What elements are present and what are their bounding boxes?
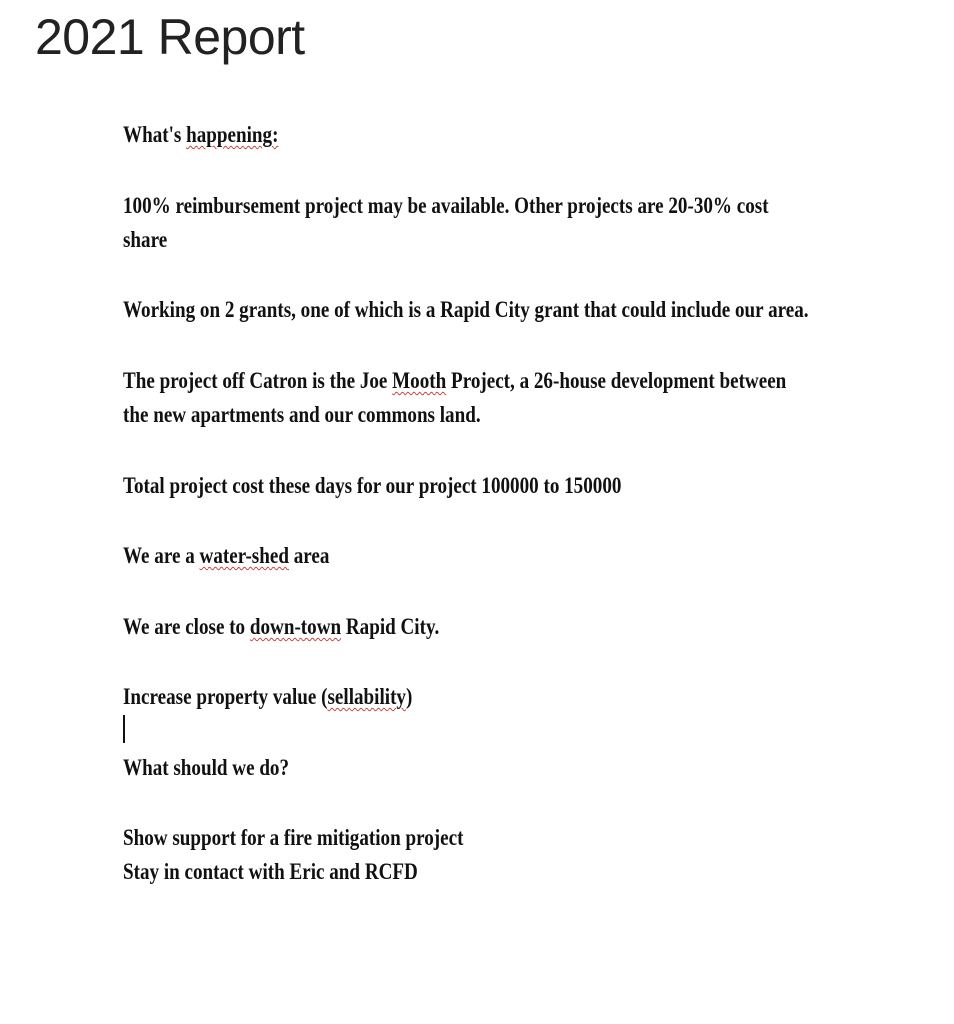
paragraph-grants: Working on 2 grants, one of which is a Rapid City grant that could include our area. bbox=[123, 297, 809, 322]
paragraph-action-line1: Show support for a fire mitigation project bbox=[123, 825, 464, 850]
property-text-a: Increase property value ( bbox=[123, 684, 328, 709]
downtown-text-a: We are close to bbox=[123, 614, 250, 639]
paragraph-property-value bbox=[123, 680, 412, 714]
heading-whats-happening bbox=[123, 118, 278, 152]
spellcheck-word-down-town: down-town bbox=[249, 614, 342, 639]
paragraph-reimbursement-line1: 100% reimbursement project may be available. Other projects are 20-30% cost bbox=[123, 193, 769, 218]
watershed-text-a: We are a bbox=[123, 543, 200, 568]
paragraph-total-cost: Total project cost these days for our project 100000 to 150000 bbox=[123, 473, 622, 498]
paragraph-action-line2: Stay in contact with Eric and RCFD bbox=[123, 859, 418, 884]
page-title: 2021 Report bbox=[35, 9, 305, 65]
paragraph-catron-line1 bbox=[123, 364, 786, 398]
paragraph-downtown bbox=[123, 610, 439, 644]
spellcheck-word-sellability: sellability bbox=[327, 684, 406, 709]
catron-text-b: Project, a 26-house development between bbox=[446, 368, 787, 393]
catron-text-a: The project off Catron is the Joe bbox=[123, 368, 393, 393]
paragraph-reimbursement-line2: share bbox=[123, 227, 168, 252]
heading-what-should-we-do: What should we do? bbox=[123, 755, 290, 780]
text-cursor bbox=[123, 715, 125, 743]
spellcheck-word-happening: happening: bbox=[186, 122, 279, 147]
property-text-b: ) bbox=[405, 684, 413, 709]
paragraph-catron-line2: the new apartments and our commons land. bbox=[123, 402, 481, 427]
spellcheck-word-water-shed: water-shed bbox=[199, 543, 289, 568]
paragraph-watershed bbox=[123, 539, 329, 573]
watershed-text-b: area bbox=[288, 543, 330, 568]
spellcheck-word-mooth: Mooth bbox=[392, 368, 447, 393]
downtown-text-b: Rapid City. bbox=[341, 614, 440, 639]
heading-prefix: What's bbox=[123, 122, 187, 147]
